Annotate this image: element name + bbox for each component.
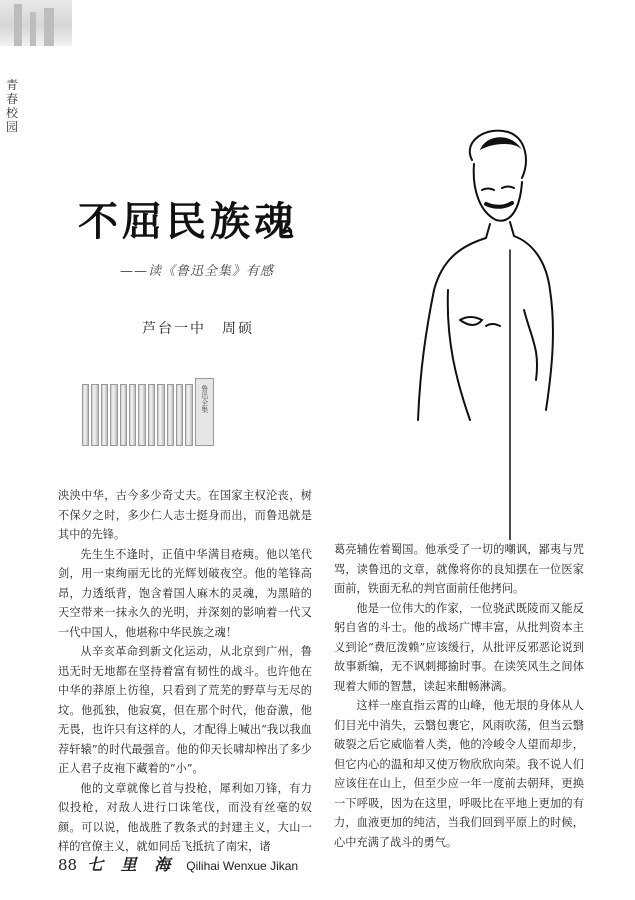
paragraph: 他的文章就像匕首与投枪，犀利如刀锋，有力似投枪，对敌人进行口诛笔伐，而没有丝毫的奴颜。可以说，他战胜了教条式的封建主义，大山一样的官僚主义，就如同岳飞抵抗了南宋，诸	[58, 781, 312, 853]
paragraph: 他是一位伟大的作家，一位骁武既陵而又能反躬自省的斗士。他的战场广博丰富，从批判资本主义到论“费厄泼赖”应该缓行，从批评反邪恶论说到故事新编，无不讽刺揶揄时事。在读笑风生之间体现着大师的智慧，读起来酣畅淋漓。	[334, 601, 584, 693]
lu-xun-portrait	[390, 120, 570, 540]
paragraph: 先生生不逢时，正值中华满目疮痍。他以笔代剑，用一束绚丽无比的光辉划破夜空。他的笔锋高昂，力透纸背，饱含着国人麻木的灵魂，为黑暗的天空带来一抹永久的光明，并深刻的影响着一代又一代中国人，他堪称中华民族之魂！	[58, 547, 312, 639]
article-body-left	[58, 486, 312, 857]
header-photo	[0, 0, 72, 46]
magazine-pinyin: Qilihai Wenxue Jikan	[186, 859, 299, 873]
article-subtitle: ——读《鲁迅全集》有感	[120, 264, 275, 279]
magazine-name: 七 里 海	[87, 855, 177, 874]
paragraph: 这样一座直指云霄的山峰，他无垠的身体从人们目光中消失，云翳包裹它，风雨吹荡，但当云翳破裂之后它威临着人类，他的冷峻令人望而却步，但它内心的温和却又使万物欣欣向荣。我不说人们应该住在山上，但至少应一年一度前去朝拜，更换一下呼吸，因为在这里，呼吸比在平地上更加的有力，血液更加的纯洁，当我们回到平原上的时候，心中充满了战斗的勇气。	[334, 699, 584, 849]
paragraph: 从辛亥革命到新文化运动，从北京到广州，鲁迅无时无地都在坚持着富有韧性的战斗。也许他在中华的莽原上彷徨，只看到了荒芜的野草与无尽的坟。他孤独，他寂寞，但在那个时代，他奋激，他无畏，也许只有这样的人，才配得上喊出“我以我血荐轩辕”的时代最强音。他的仰天长啸却榨出了多少正人君子皮袍下藏着的“小”。	[58, 645, 312, 775]
page-footer	[58, 852, 298, 875]
paragraph: 泱泱中华，古今多少奇丈夫。在国家主权沦丧，树不保夕之时，多少仁人志士挺身而出，而鲁迅就是其中的先锋。	[58, 489, 312, 541]
article-body-right	[334, 540, 584, 852]
page-number: 88	[58, 856, 78, 874]
paragraph: 葛亮辅佐着蜀国。他承受了一切的嘲讽，鄙夷与咒骂，读鲁迅的文章，就像将你的良知摆在一位医家面前，铁面无私的判官面前任他拷问。	[334, 543, 584, 595]
book-set-photo	[82, 378, 214, 446]
article-title: 不屈民族魂	[78, 199, 298, 245]
article-author: 芦台一中 周硕	[142, 321, 254, 337]
book-cover-text: 鲁迅全集	[200, 385, 209, 413]
section-tag: 青春校园	[6, 78, 19, 134]
